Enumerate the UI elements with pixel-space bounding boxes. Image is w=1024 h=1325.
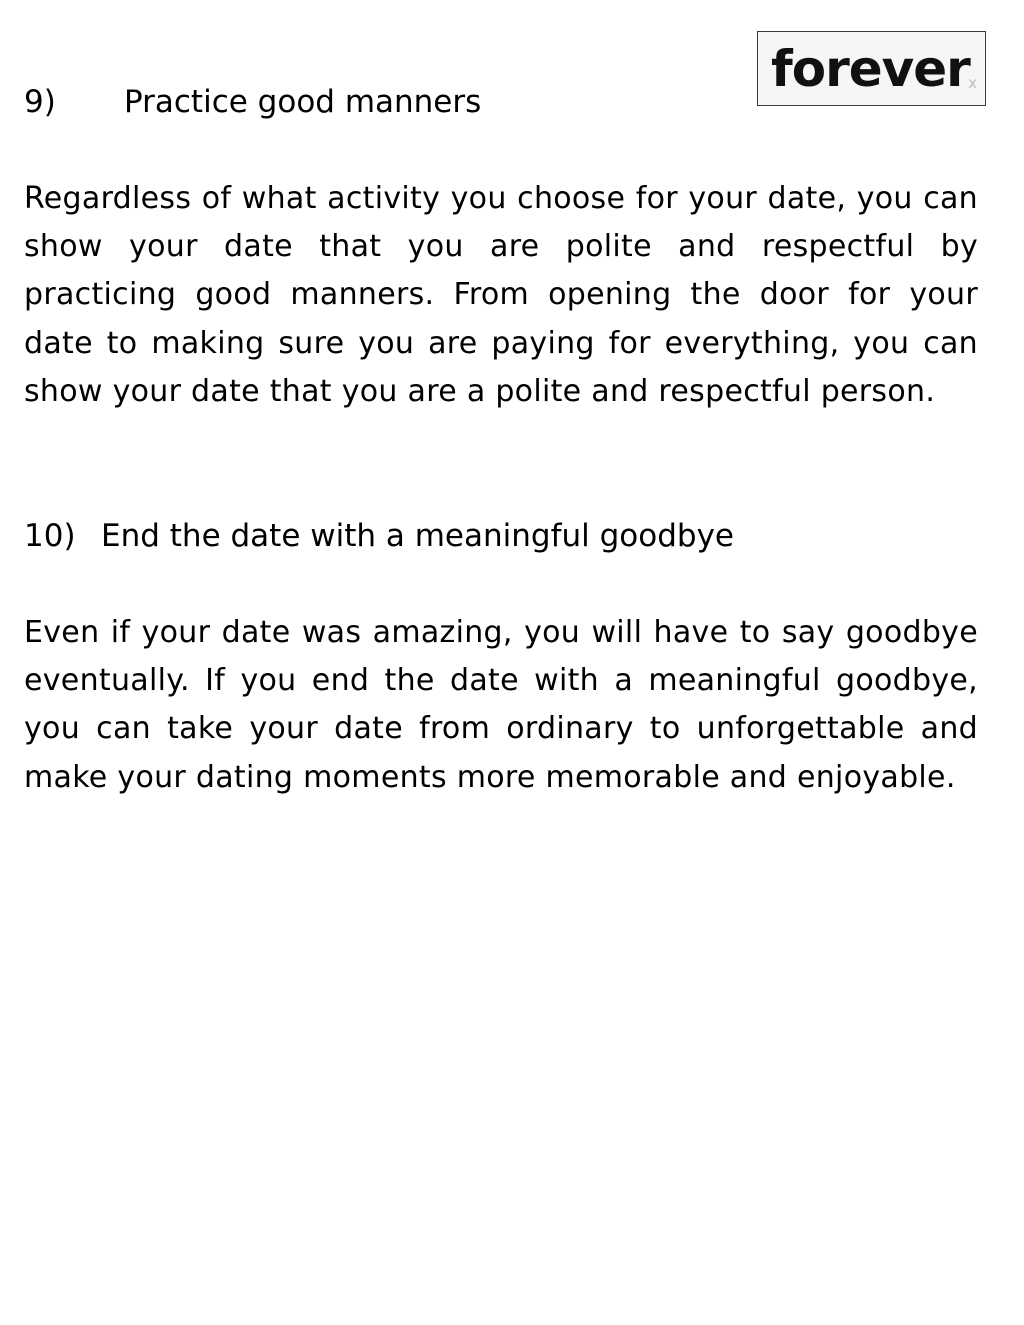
section-heading-10 [24,516,734,556]
logo-x-mark: x [968,74,977,92]
section-number: 9) [24,84,56,120]
logo-wordmark: forever [771,40,970,98]
section-body-10: Even if your date was amazing, you will have to say goodbye eventually. If you end the date with a meaningful goodbye, you can take your date from ordinary to unforgettable and make your dating moments more memorable and enjoyable. [24,615,978,795]
section-heading-9 [24,82,481,122]
section-title: Practice good manners [124,84,482,120]
section-number: 10) [24,518,76,554]
section-title: End the date with a meaningful goodbye [101,518,734,554]
forever-logo [757,31,986,106]
section-body-9: Regardless of what activity you choose for your date, you can show your date that you are polite and respectful by practicing good manners. From opening the door for your date to making sure you are paying for everything, you can show your date that you are a polite and respectful person. [24,181,978,409]
